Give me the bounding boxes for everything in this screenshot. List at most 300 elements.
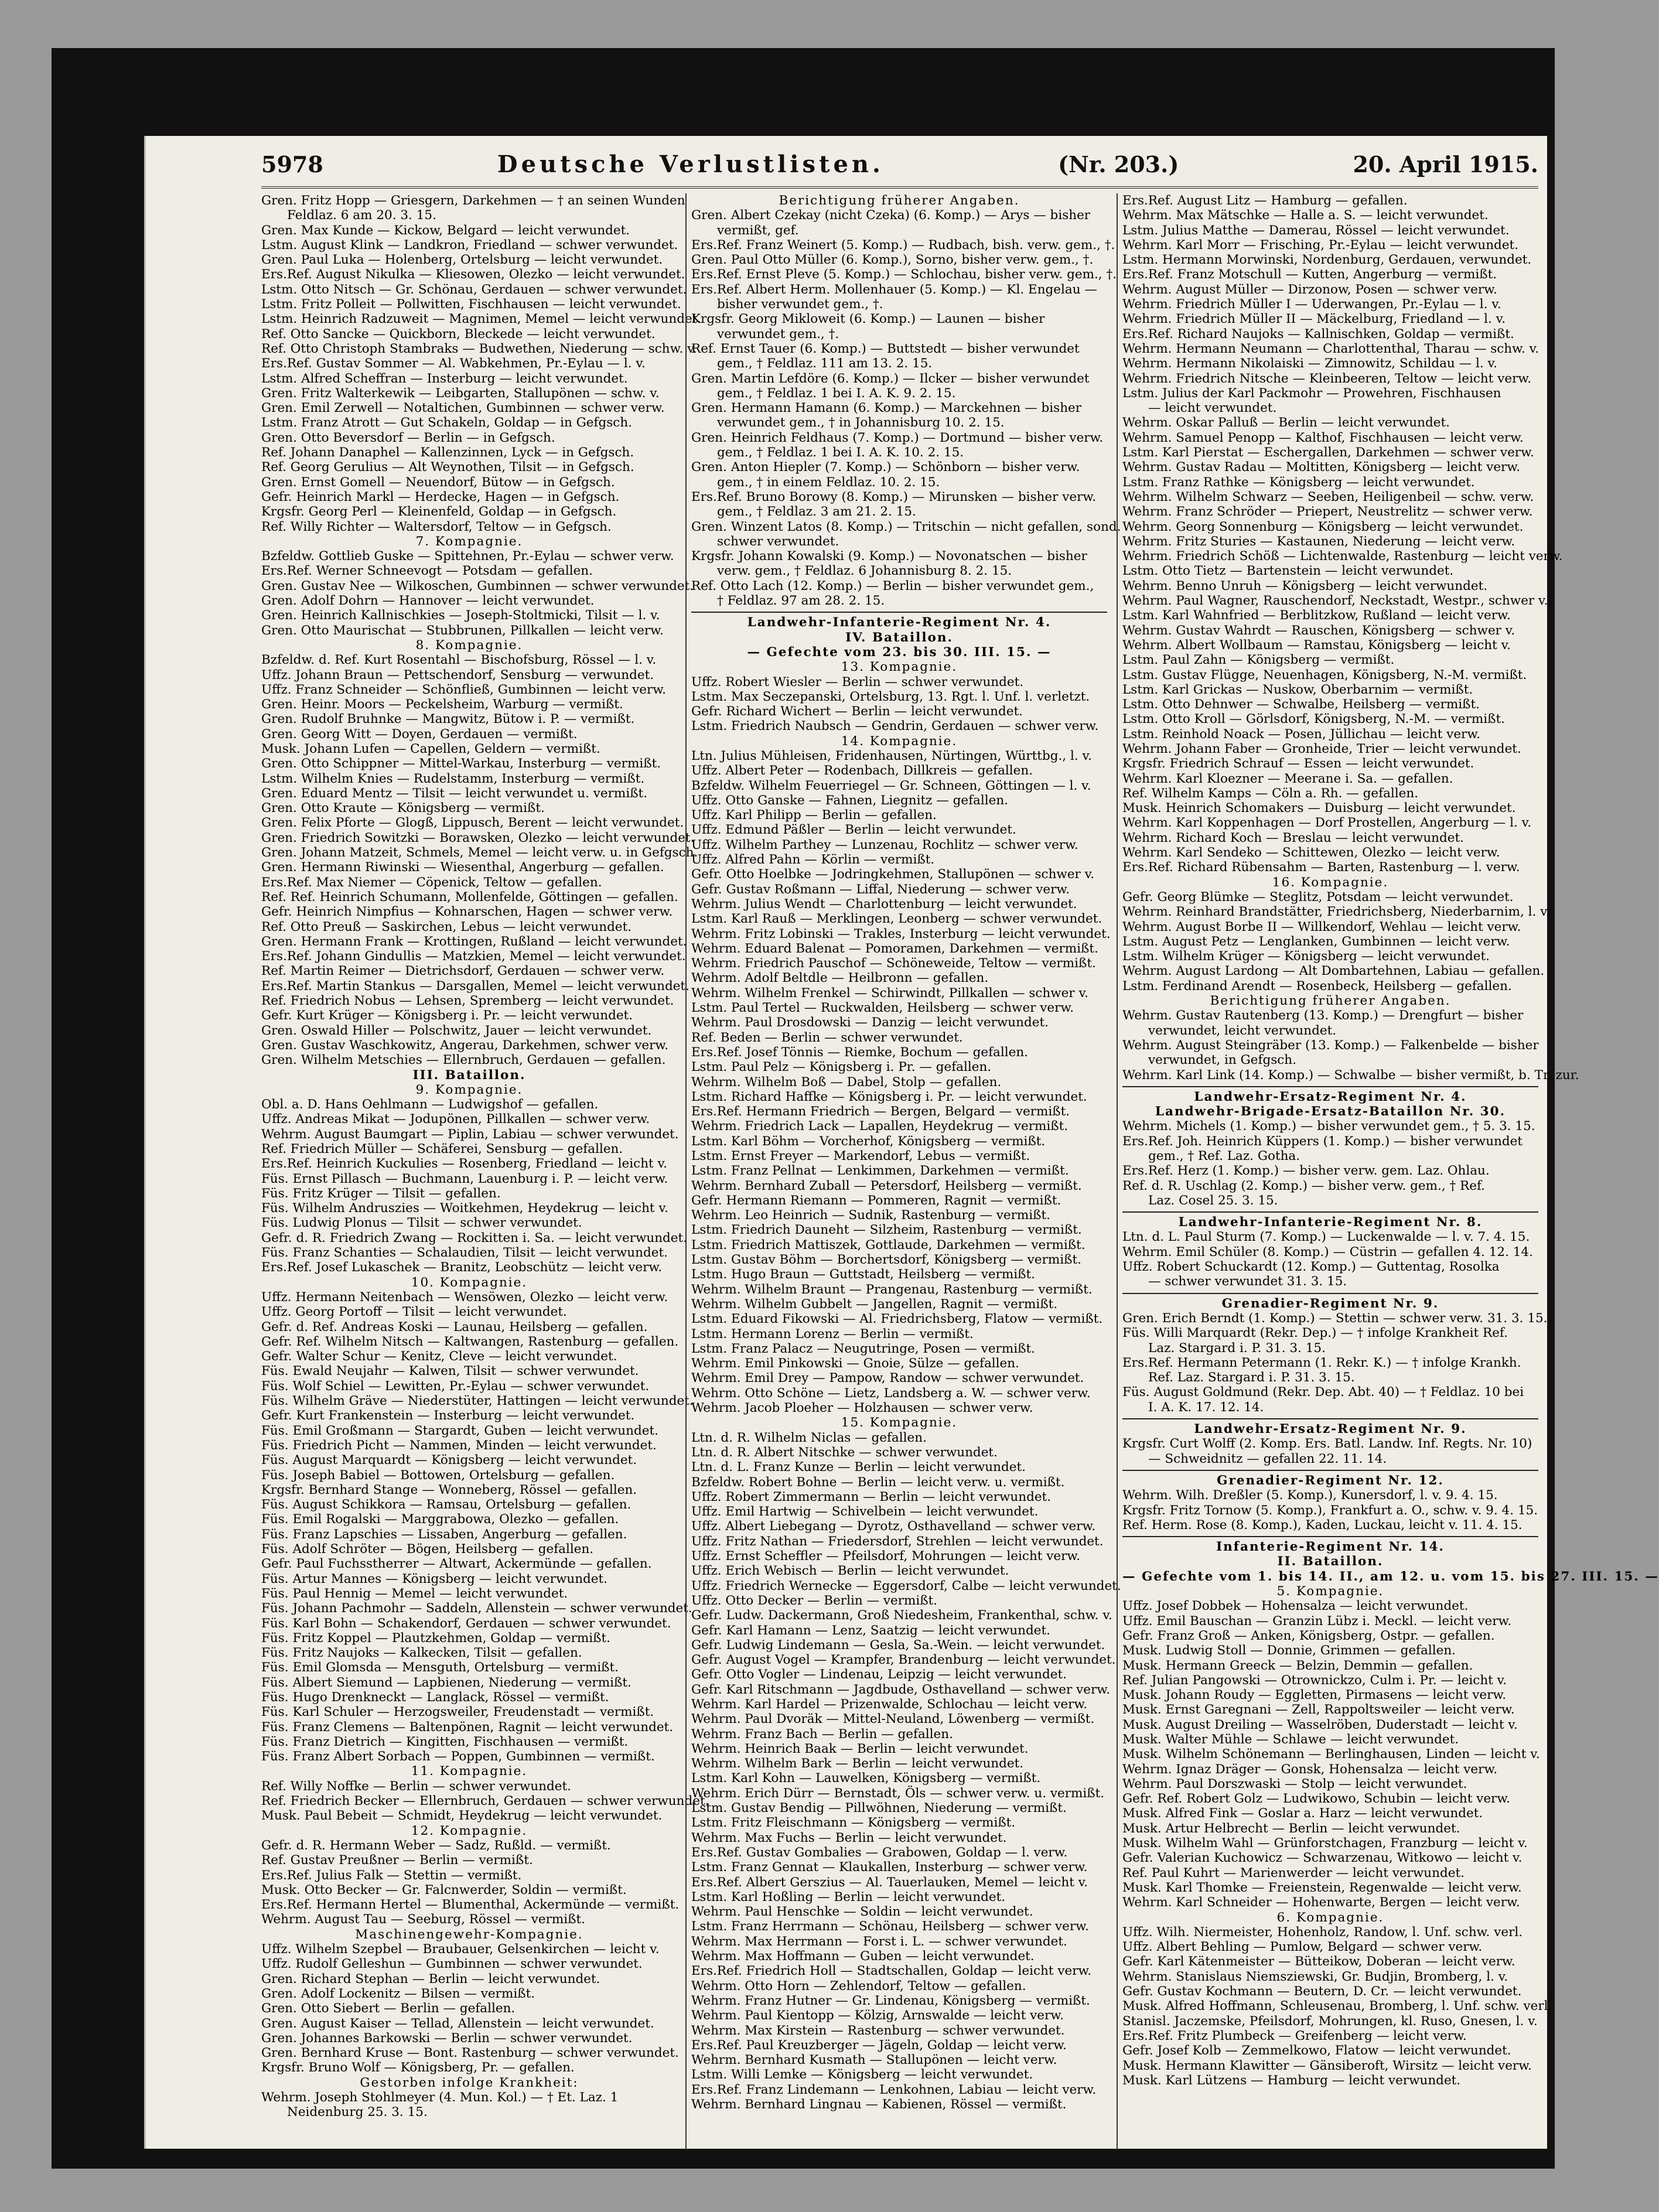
casualty-entry: Wehrm. Gustav Rautenberg (13. Komp.) — Drengfurt — bisher: [1122, 1008, 1524, 1023]
casualty-entry: Füs. Paul Hennig — Memel — leicht verwundet.: [261, 1586, 568, 1601]
casualty-entry: Musk. Hermann Greeck — Belzin, Demmin — gefallen.: [1122, 1658, 1473, 1673]
casualty-entry: Krgsfr. Friedrich Schrauf — Essen — leicht verwundet.: [1122, 756, 1474, 772]
casualty-entry: Wehrm. Wilhelm Bark — Berlin — leicht verwundet.: [691, 1756, 1024, 1771]
casualty-entry: Gefr. Ludwig Lindemann — Gesla, Sa.-Wein. — leicht verwundet.: [691, 1637, 1105, 1653]
casualty-entry: Gren. Adolf Dohrn — Hannover — leicht verwundet.: [261, 593, 595, 609]
casualty-entry: Füs. Emil Glomsda — Mensguth, Ortelsburg — vermißt.: [261, 1660, 619, 1675]
regiment-heading: Landwehr-Ersatz-Regiment Nr. 9.: [1194, 1422, 1467, 1437]
casualty-entry: Ref. Willy Richter — Waltersdorf, Teltow — in Gefgsch.: [261, 519, 612, 534]
casualty-entry: Wehrm. Paul Henschke — Soldin — leicht verwundet.: [691, 1904, 1033, 1920]
casualty-entry: Füs. Ewald Neujahr — Kalwen, Tilsit — schwer verwundet.: [261, 1364, 639, 1379]
casualty-entry-continuation: gem., † Feldlaz. 3 am 21. 2. 15.: [717, 504, 916, 520]
regiment-heading: Infanterie-Regiment Nr. 14.: [1216, 1539, 1445, 1555]
casualty-entry: Wehrm. Paul Dvoräk — Mittel-Neuland, Löwenberg — vermißt.: [691, 1712, 1095, 1727]
casualty-entry: Lstm. Alfred Scheffran — Insterburg — leicht verwundet.: [261, 371, 628, 386]
casualty-entry: Wehrm. Karl Morr — Frisching, Pr.-Eylau — leicht verwundet.: [1122, 237, 1519, 252]
casualty-entry: Wehrm. Karl Schneider — Hohenwarte, Bergen — leicht verw.: [1122, 1895, 1520, 1910]
regiment-heading: III. Bataillon.: [412, 1067, 526, 1083]
casualty-entry: Ers.Ref. Josef Tönnis — Riemke, Bochum — gefallen.: [691, 1044, 1028, 1060]
regiment-heading: — Gefechte vom 23. bis 30. III. 15. —: [747, 644, 1052, 660]
casualty-entry: Gren. Felix Pforte — Glogß, Lippusch, Berent — leicht verwundet.: [261, 815, 684, 831]
casualty-entry: Lstm. Franz Pellnat — Lenkimmen, Darkehmen — vermißt.: [691, 1163, 1069, 1179]
page-number: 5978: [261, 151, 323, 177]
casualty-entry: Wehrm. Benno Unruh — Königsberg — leicht verwundet.: [1122, 578, 1488, 593]
casualty-entry: Wehrm. August Steingräber (13. Komp.) — Falkenbelde — bisher: [1122, 1037, 1539, 1053]
casualty-entry-continuation: Laz. Stargard i. P. 31. 3. 15.: [1148, 1340, 1326, 1356]
casualty-entry: Uffz. Robert Wiesler — Berlin — schwer verwundet.: [691, 674, 1024, 689]
casualty-entry: Krgsfr. Johann Kowalski (9. Komp.) — Novonatschen — bisher: [691, 549, 1087, 564]
casualty-entry: Füs. August Goldmund (Rekr. Dep. Abt. 40) — † Feldlaz. 10 bei: [1122, 1385, 1524, 1400]
casualty-entry: Lstm. Julius der Karl Packmohr — Prowehren, Fischhausen: [1122, 385, 1501, 401]
casualty-entry: Gren. Paul Otto Müller (6. Komp.), Sorno, bisher verw. gem., †.: [691, 252, 1094, 268]
casualty-entry: Füs. Fritz Naujoks — Kalkecken, Tilsit — gefallen.: [261, 1646, 582, 1661]
casualty-entry: Ers.Ref. Hermann Hertel — Blumenthal, Ackermünde — vermißt.: [261, 1897, 680, 1913]
casualty-entry: Uffz. Albert Liebegang — Dyrotz, Osthavelland — schwer verw.: [691, 1519, 1096, 1534]
casualty-entry: Krgsfr. Fritz Tornow (5. Komp.), Frankfurt a. O., schw. v. 9. 4. 15.: [1122, 1503, 1538, 1518]
casualty-entry: Wehrm. Emil Drey — Pampow, Randow — schwer verwundet.: [691, 1371, 1084, 1386]
casualty-entry: Füs. Hugo Drenkneckt — Langlack, Rössel — vermißt.: [261, 1689, 609, 1705]
casualty-entry: Uffz. Wilhelm Parthey — Lunzenau, Rochlitz — schwer verw.: [691, 837, 1078, 852]
casualty-entry: Wehrm. Johann Faber — Gronheide, Trier — leicht verwundet.: [1122, 741, 1521, 756]
casualty-entry: Wehrm. Samuel Penopp — Kalthof, Fischhausen — leicht verw.: [1122, 430, 1524, 445]
company-heading: Berichtigung früherer Angaben.: [1210, 994, 1451, 1009]
casualty-entry: Füs. Willi Marquardt (Rekr. Dep.) — † infolge Krankheit Ref.: [1122, 1326, 1508, 1341]
casualty-entry: Ltn. d. R. Albert Nitschke — schwer verwundet.: [691, 1445, 998, 1460]
casualty-entry-continuation: schwer verwundet.: [717, 534, 839, 549]
casualty-entry-continuation: verwundet, leicht verwundet.: [1148, 1023, 1337, 1038]
casualty-entry: Ltn. d. L. Franz Kunze — Berlin — leicht verwundet.: [691, 1460, 1026, 1475]
casualty-entry: Wehrm. Wilhelm Gubbelt — Jangellen, Ragnit — vermißt.: [691, 1296, 1058, 1312]
company-heading: 12. Kompagnie.: [411, 1823, 528, 1838]
casualty-entry: Füs. Fritz Krüger — Tilsit — gefallen.: [261, 1186, 501, 1201]
casualty-entry: Wehrm. Franz Schröder — Priepert, Neustrelitz — schwer verw.: [1122, 504, 1533, 520]
casualty-entry: Gefr. Heinrich Markl — Herdecke, Hagen — in Gefgsch.: [261, 489, 620, 504]
casualty-entry: Wehrm. Max Hoffmann — Guben — leicht verwundet.: [691, 1949, 1035, 1964]
casualty-entry: Gren. Winzent Latos (8. Komp.) — Tritschin — nicht gefallen, sond.: [691, 519, 1121, 534]
casualty-entry: Musk. Wilhelm Wahl — Grünforstchagen, Franzburg — leicht v.: [1122, 1836, 1528, 1851]
casualty-entry: Füs. Franz Schanties — Schalaudien, Tilsit — leicht verwundet.: [261, 1245, 668, 1261]
casualty-entry: Lstm. Hermann Morwinski, Nordenburg, Gerdauen, verwundet.: [1122, 252, 1532, 268]
casualty-entry: Gren. Johann Matzeit, Schmels, Memel — leicht verw. u. in Gefgsch.: [261, 845, 698, 861]
casualty-entry: Ref. Friedrich Müller — Schäferei, Sensburg — gefallen.: [261, 1142, 623, 1156]
casualty-entry: Lstm. Reinhold Noack — Posen, Jüllichau — leicht verw.: [1122, 726, 1481, 742]
casualty-entry: Füs. Ludwig Plonus — Tilsit — schwer verwundet.: [261, 1216, 582, 1231]
company-heading: 14. Kompagnie.: [841, 733, 958, 749]
casualty-entry: Wehrm. Oskar Palluß — Berlin — leicht verwundet.: [1122, 415, 1450, 431]
casualty-entry: Musk. August Dreiling — Wasselröben, Duderstadt — leicht v.: [1122, 1717, 1518, 1732]
casualty-entry: Gefr. Ludw. Dackermann, Groß Niedesheim, Frankenthal, schw. v.: [691, 1608, 1112, 1623]
casualty-entry: Lstm. Friedrich Dauneht — Silzheim, Rastenburg — vermißt.: [691, 1223, 1082, 1238]
casualty-entry: Lstm. Otto Tietz — Bartenstein — leicht verwundet.: [1122, 564, 1454, 579]
casualty-entry: Wehrm. Jacob Ploeher — Holzhausen — schwer verw.: [691, 1401, 1033, 1416]
casualty-entry: Gren. Otto Siebert — Berlin — gefallen.: [261, 2001, 516, 2016]
casualty-entry: Gren. Otto Kraute — Königsberg — vermißt.: [261, 801, 545, 816]
casualty-entry: Lstm. Karl Böhm — Vorcherhof, Königsberg — vermißt.: [691, 1134, 1046, 1149]
column-rule: [1117, 193, 1118, 2150]
casualty-entry: Gren. Hermann Riwinski — Wiesenthal, Angerburg — gefallen.: [261, 860, 664, 875]
casualty-entry: Ers.Ref. Albert Gerszius — Al. Tauerlauken, Memel — leicht v.: [691, 1875, 1088, 1890]
casualty-entry: Gren. Heinrich Kallnischkies — Joseph-Stoltmicki, Tilsit — l. v.: [261, 608, 660, 623]
casualty-entry: Lstm. Wilhelm Knies — Rudelstamm, Insterburg — vermißt.: [261, 771, 645, 786]
casualty-entry-continuation: gem., † Ref. Laz. Gotha.: [1148, 1149, 1300, 1163]
casualty-entry: Bzfeldw. Gottlieb Guske — Spittehnen, Pr.-Eylau — schwer verw.: [261, 549, 674, 564]
casualty-entry: Lstm. Ferdinand Arendt — Rosenbeck, Heilsberg — gefallen.: [1122, 978, 1512, 994]
casualty-entry: Lstm. August Klink — Landkron, Friedland — schwer verwundet.: [261, 237, 678, 252]
regiment-heading: Grenadier-Regiment Nr. 9.: [1221, 1296, 1439, 1311]
casualty-entry: Ref. Friedrich Nobus — Lehsen, Spremberg — leicht verwundet.: [261, 994, 674, 1009]
casualty-entry: Musk. Alfred Fink — Goslar a. Harz — leicht verwundet.: [1122, 1806, 1483, 1821]
casualty-entry: Musk. Walter Mühle — Schlawe — leicht verwundet.: [1122, 1732, 1459, 1747]
casualty-entry: Gren. Ernst Gomell — Neuendorf, Bütow — in Gefgsch.: [261, 475, 615, 490]
casualty-entry: Musk. Johann Roudy — Eggletten, Pirmasens — leicht verw.: [1122, 1688, 1507, 1703]
casualty-entry: Uffz. Hermann Neitenbach — Wensöwen, Olezko — leicht verw.: [261, 1289, 668, 1305]
casualty-entry: Bzfeldw. d. Ref. Kurt Rosentahl — Bischofsburg, Rössel — l. v.: [261, 653, 657, 668]
casualty-entry: Uffz. Georg Portoff — Tilsit — leicht verwundet.: [261, 1305, 567, 1320]
casualty-entry: Gren. Albert Czekay (nicht Czeka) (6. Komp.) — Arys — bisher: [691, 208, 1091, 223]
casualty-entry: Uffz. Alfred Pahn — Körlin — vermißt.: [691, 852, 935, 868]
casualty-entry: Wehrm. Karl Koppenhagen — Dorf Prostellen, Angerburg — l. v.: [1122, 815, 1532, 831]
casualty-entry: Lstm. Hugo Braun — Guttstadt, Heilsberg — vermißt.: [691, 1267, 1035, 1282]
casualty-entry: Uffz. Edmund Päßler — Berlin — leicht verwundet.: [691, 822, 1016, 838]
casualty-entry: Lstm. Otto Nitsch — Gr. Schönau, Gerdauen — schwer verwundet.: [261, 282, 687, 297]
casualty-entry: Wehrm. Friedrich Müller II — Mäckelburg, Friedland — l. v.: [1122, 312, 1506, 327]
casualty-entry: Wehrm. Otto Horn — Zehlendorf, Teltow — gefallen.: [691, 1978, 1026, 1993]
section-divider: [1122, 1211, 1538, 1213]
casualty-entry: Ers.Ref. Richard Rübensahm — Barten, Rastenburg — l. verw.: [1122, 860, 1520, 875]
casualty-entry: Ers.Ref. Josef Lukaschek — Branitz, Leobschütz — leicht verw.: [261, 1260, 663, 1275]
casualty-entry: Uffz. Andreas Mikat — Jodupönen, Pillkallen — schwer verw.: [261, 1112, 650, 1127]
casualty-entry-continuation: Feldlaz. 6 am 20. 3. 15.: [287, 208, 436, 223]
casualty-entry: Uffz. Johann Braun — Pettschendorf, Sensburg — verwundet.: [261, 667, 654, 682]
casualty-entry-continuation: gem., † Feldlaz. 111 am 13. 2. 15.: [717, 356, 933, 371]
casualty-entry-continuation: gem., † in einem Feldlaz. 10. 2. 15.: [717, 475, 940, 490]
casualty-entry: Ers.Ref. Gustav Gombalies — Grabowen, Goldap — l. verw.: [691, 1845, 1068, 1860]
casualty-entry: Gren. Max Kunde — Kickow, Belgard — leicht verwundet.: [261, 223, 630, 238]
casualty-entry: Füs. Adolf Schröter — Bögen, Heilsberg — gefallen.: [261, 1542, 594, 1557]
casualty-entry: Gren. Hermann Hamann (6. Komp.) — Marckehnen — bisher: [691, 401, 1082, 416]
casualty-entry: Gren. Heinr. Moors — Peckelsheim, Warburg — vermißt.: [261, 697, 623, 712]
company-heading: 8. Kompagnie.: [415, 637, 523, 653]
publication-title: Deutsche Verlustlisten.: [497, 150, 884, 178]
casualty-entry: Ers.Ref. Werner Schneevogt — Potsdam — gefallen.: [261, 564, 593, 579]
company-heading: Gestorben infolge Krankheit:: [360, 2075, 579, 2090]
casualty-entry: Lstm. Friedrich Naubsch — Gendrin, Gerdauen — schwer verw.: [691, 719, 1099, 734]
casualty-entry-continuation: verwundet, in Gefgsch.: [1148, 1053, 1296, 1068]
casualty-entry: Füs. Fritz Koppel — Plautzkehmen, Goldap — vermißt.: [261, 1630, 611, 1646]
casualty-entry: Wehrm. Friedrich Schöß — Lichtenwalde, Rastenburg — leicht verw.: [1122, 549, 1563, 564]
company-heading: 10. Kompagnie.: [411, 1275, 528, 1290]
casualty-entry: Ers.Ref. Julius Falk — Stettin — vermißt.: [261, 1868, 522, 1883]
casualty-entry: Musk. Karl Lützens — Hamburg — leicht verwundet.: [1122, 2073, 1461, 2088]
casualty-entry: Uffz. Erich Webisch — Berlin — leicht verwundet.: [691, 1564, 1009, 1579]
casualty-entry: Wehrm. Fritz Sturies — Kastaunen, Niederung — leicht verw.: [1122, 534, 1515, 549]
casualty-entry: Wehrm. Otto Schöne — Lietz, Landsberg a. W. — schwer verw.: [691, 1385, 1091, 1401]
casualty-entry: Gefr. Hermann Riemann — Pommeren, Ragnit — vermißt.: [691, 1193, 1061, 1208]
casualty-entry: Wehrm. Ignaz Dräger — Gonsk, Hohensalza — leicht verw.: [1122, 1762, 1498, 1777]
casualty-entry: Füs. Artur Mannes — Königsberg — leicht verwundet.: [261, 1571, 608, 1586]
casualty-entry: Ref. Friedrich Becker — Ellernbruch, Gerdauen — schwer verwundet.: [261, 1794, 709, 1809]
company-heading: 7. Kompagnie.: [415, 534, 523, 549]
casualty-entry: Lstm. Fritz Fleischmann — Königsberg — vermißt.: [691, 1815, 1016, 1831]
section-divider: [1122, 1536, 1538, 1537]
casualty-entry: Wehrm. Franz Hutner — Gr. Lindenau, Königsberg — vermißt.: [691, 1993, 1090, 2008]
casualty-entry: Gefr. Otto Vogler — Lindenau, Leipzig — leicht verwundet.: [691, 1667, 1067, 1682]
casualty-entry: Lstm. Paul Tertel — Ruckwalden, Heilsberg — schwer verw.: [691, 1001, 1074, 1016]
casualty-entry: Uffz. Emil Bauschan — Granzin Lübz i. Meckl. — leicht verw.: [1122, 1613, 1512, 1629]
casualty-entry: Gefr. Karl Kätenmeister — Bütteikow, Doberan — leicht verw.: [1122, 1954, 1515, 1969]
text-column-3: [1122, 193, 1659, 2150]
casualty-entry: Gefr. Valerian Kuchowicz — Schwarzenau, Witkowo — leicht v.: [1122, 1851, 1523, 1866]
casualty-entry: Lstm. Paul Pelz — Königsberg i. Pr. — gefallen.: [691, 1060, 992, 1075]
casualty-entry: Lstm. Richard Haffke — Königsberg i. Pr. — leicht verwundet.: [691, 1089, 1087, 1104]
casualty-entry: Füs. Karl Bohn — Schakendorf, Gerdauen — schwer verwundet.: [261, 1616, 671, 1631]
casualty-entry: Wehrm. Stanislaus Niemsziewski, Gr. Budjin, Bromberg, l. v.: [1122, 1969, 1508, 1984]
casualty-entry-continuation: — schwer verwundet 31. 3. 15.: [1148, 1274, 1347, 1289]
casualty-entry: Wehrm. Leo Heinrich — Sudnik, Rastenburg — vermißt.: [691, 1208, 1051, 1223]
casualty-entry: Lstm. Willi Lemke — Königsberg — leicht verwundet.: [691, 2067, 1033, 2083]
casualty-entry: Ers.Ref. Fritz Plumbeck — Greifenberg — leicht verw.: [1122, 2028, 1467, 2043]
casualty-entry: Ref. Paul Kuhrt — Marienwerder — leicht verwundet.: [1122, 1865, 1465, 1880]
casualty-entry: Lstm. Franz Atrott — Gut Schakeln, Goldap — in Gefgsch.: [261, 415, 633, 431]
casualty-entry: Wehrm. Wilhelm Boß — Dabel, Stolp — gefallen.: [691, 1074, 1002, 1090]
casualty-entry: Wehrm. Friedrich Lack — Lapallen, Heydekrug — vermißt.: [691, 1119, 1069, 1134]
casualty-entry: Uffz. Wilh. Niermeister, Hohenholz, Randow, l. Unf. schw. verl.: [1122, 1924, 1523, 1940]
casualty-entry: Lstm. Heinrich Radzuweit — Magnimen, Memel — leicht verwundet.: [261, 312, 702, 327]
casualty-entry: Ers.Ref. Gustav Sommer — Al. Wabkehmen, Pr.-Eylau — l. v.: [261, 356, 646, 371]
casualty-entry: Wehrm. Karl Hardel — Prizenwalde, Schlochau — leicht verw.: [691, 1696, 1088, 1712]
casualty-entry: Krgsfr. Bruno Wolf — Königsberg, Pr. — gefallen.: [261, 2060, 575, 2076]
casualty-entry: Wehrm. Albert Wollbaum — Ramstau, Königsberg — leicht v.: [1122, 637, 1511, 653]
casualty-entry: Füs. Franz Clemens — Baltenpönen, Ragnit — leicht verwundet.: [261, 1719, 674, 1735]
company-heading: 16. Kompagnie.: [1272, 875, 1389, 890]
casualty-entry: Uffz. Fritz Nathan — Friedersdorf, Strehlen — leicht verwundet.: [691, 1534, 1104, 1549]
casualty-entry: Ers.Ref. Franz Lindemann — Lenkohnen, Labiau — leicht verw.: [691, 2082, 1097, 2097]
casualty-entry: Lstm. Hermann Lorenz — Berlin — vermißt.: [691, 1326, 974, 1341]
casualty-entry-continuation: Laz. Cosel 25. 3. 15.: [1148, 1193, 1278, 1208]
casualty-entry: Uffz. Otto Ganske — Fahnen, Liegnitz — gefallen.: [691, 793, 1008, 808]
casualty-entry: Wehrm. Richard Koch — Breslau — leicht verwundet.: [1122, 830, 1464, 845]
casualty-entry: Gefr. Heinrich Nimpfius — Kohnarschen, Hagen — schwer verw.: [261, 904, 673, 920]
casualty-entry: Uffz. Ernst Scheffler — Pfeilsdorf, Mohrungen — leicht verw.: [691, 1549, 1081, 1564]
casualty-entry-continuation: — Schweidnitz — gefallen 22. 11. 14.: [1148, 1451, 1387, 1466]
casualty-entry: Uffz. Albert Peter — Rodenbach, Dillkreis — gefallen.: [691, 763, 1033, 779]
casualty-entry: Lstm. Karl Pierstat — Eschergallen, Darkehmen — schwer verw.: [1122, 445, 1534, 460]
casualty-entry: Gefr. d. R. Hermann Weber — Sadz, Rußld. — vermißt.: [261, 1838, 611, 1853]
casualty-entry: Wehrm. Bernhard Zuball — Petersdorf, Heilsberg — vermißt.: [691, 1178, 1082, 1193]
casualty-entry: Wehrm. August Müller — Dirzonow, Posen — schwer verw.: [1122, 282, 1497, 297]
casualty-entry-continuation: gem., † Feldlaz. 1 bei I. A. K. 9. 2. 15.: [717, 385, 956, 401]
company-heading: 6. Kompagnie.: [1276, 1910, 1384, 1925]
regiment-heading: Landwehr-Brigade-Ersatz-Bataillon Nr. 30.: [1155, 1104, 1506, 1119]
casualty-entry: Wehrm. Max Herrmann — Forst i. L. — schwer verwundet.: [691, 1934, 1067, 1949]
casualty-entry: Wehrm. August Tau — Seeburg, Rössel — vermißt.: [261, 1912, 585, 1927]
casualty-entry: Füs. Emil Rogalski — Marggrabowa, Olezko — gefallen.: [261, 1512, 619, 1527]
casualty-entry: Bzfeldw. Robert Bohne — Berlin — leicht verw. u. vermißt.: [691, 1474, 1065, 1490]
casualty-entry: Lstm. Karl Hoßling — Berlin — leicht verwundet.: [691, 1889, 1006, 1904]
casualty-entry: Ers.Ref. Paul Kreuzberger — Jägeln, Goldap — leicht verw.: [691, 2037, 1067, 2053]
casualty-entry: Lstm. Gustav Flügge, Neuenhagen, Königsberg, N.-M. vermißt.: [1122, 667, 1527, 682]
casualty-entry: Wehrm. Gustav Radau — Moltitten, Königsberg — leicht verw.: [1122, 460, 1521, 475]
casualty-entry: Lstm. Karl Kohn — Lauwelken, Königsberg — vermißt.: [691, 1771, 1041, 1786]
casualty-entry: Lstm. Karl Grickas — Nuskow, Oberbarnim — vermißt.: [1122, 682, 1473, 697]
company-heading: 11. Kompagnie.: [411, 1764, 528, 1779]
casualty-entry: Wehrm. Friedrich Müller I — Uderwangen, Pr.-Eylau — l. v.: [1122, 297, 1501, 312]
casualty-entry: Ltn. d. L. Paul Sturm (7. Komp.) — Luckenwalde — l. v. 7. 4. 15.: [1122, 1230, 1530, 1245]
casualty-entry-continuation: gem., † Feldlaz. 1 bei I. A. K. 10. 2. 15.: [717, 445, 964, 460]
casualty-entry: Gren. Anton Hiepler (7. Komp.) — Schönborn — bisher verw.: [691, 460, 1080, 475]
casualty-entry-continuation: verwundet gem., †.: [717, 326, 839, 342]
casualty-entry: Gren. Richard Stephan — Berlin — leicht verwundet.: [261, 1971, 600, 1986]
casualty-entry: Füs. Ernst Pillasch — Buchmann, Lauenburg i. P. — leicht verw.: [261, 1171, 668, 1186]
casualty-entry: Ers.Ref. Martin Stankus — Darsgallen, Memel — leicht verwundet.: [261, 978, 689, 994]
casualty-entry: Gren. Georg Witt — Doyen, Gerdauen — vermißt.: [261, 726, 578, 742]
regiment-heading: — Gefechte vom 1. bis 14. II., am 12. u. vom 15. bis 27. III. 15. —: [1122, 1569, 1659, 1584]
company-heading: 13. Kompagnie.: [841, 660, 958, 675]
casualty-entry: Musk. Johann Lufen — Capellen, Geldern — vermißt.: [261, 741, 600, 756]
casualty-entry: Gren. Paul Luka — Holenberg, Ortelsburg — leicht verwundet.: [261, 252, 663, 268]
section-divider: [691, 612, 1107, 613]
casualty-entry: Gefr. d. R. Friedrich Zwang — Rockitten i. Sa. — leicht verwundet.: [261, 1230, 688, 1245]
company-heading: 9. Kompagnie.: [415, 1082, 523, 1097]
casualty-entry: Wehrm. Wilhelm Frenkel — Schirwindt, Pillkallen — schwer v.: [691, 985, 1088, 1001]
casualty-entry: Gren. Gustav Waschkowitz, Angerau, Darkehmen, schwer verw.: [261, 1037, 669, 1053]
section-divider: [1122, 1293, 1538, 1294]
casualty-entry: Wehrm. Fritz Lobinski — Trakles, Insterburg — leicht verwundet.: [691, 926, 1111, 941]
text-column-1: [261, 193, 709, 2150]
casualty-entry: Gren. Oswald Hiller — Polschwitz, Jauer — leicht verwundet.: [261, 1023, 652, 1038]
casualty-entry: Wehrm. Erich Dürr — Bernstadt, Öls — schwer verw. u. vermißt.: [691, 1786, 1105, 1801]
casualty-entry: Musk. Paul Bebeit — Schmidt, Heydekrug — leicht verwundet.: [261, 1808, 663, 1824]
casualty-entry: Lstm. Wilhelm Krüger — Königsberg — leicht verwundet.: [1122, 949, 1490, 964]
casualty-entry: Lstm. Franz Rathke — Königsberg — leicht verwundet.: [1122, 475, 1475, 490]
casualty-entry: Gefr. Ref. Robert Golz — Ludwikowo, Schubin — leicht verw.: [1122, 1791, 1511, 1807]
casualty-entry: Wehrm. Paul Drosdowski — Danzig — leicht verwundet.: [691, 1015, 1049, 1030]
casualty-entry: Gren. Otto Beversdorf — Berlin — in Gefgsch.: [261, 430, 555, 445]
casualty-entry: Ref. Willy Noffke — Berlin — schwer verwundet.: [261, 1779, 571, 1794]
casualty-entry: Lstm. Eduard Fikowski — Al. Friedrichsberg, Flatow — vermißt.: [691, 1312, 1103, 1327]
casualty-entry: Lstm. Gustav Bendig — Pillwöhnen, Niederung — vermißt.: [691, 1801, 1067, 1816]
casualty-entry: Uffz. Karl Philipp — Berlin — gefallen.: [691, 808, 937, 823]
casualty-entry: Füs. Joseph Babiel — Bottowen, Ortelsburg — gefallen.: [261, 1467, 615, 1483]
casualty-entry: Uffz. Emil Hartwig — Schivelbein — leicht verwundet.: [691, 1504, 1039, 1520]
casualty-entry: Gren. August Kaiser — Tellad, Allenstein — leicht verwundet.: [261, 2016, 654, 2031]
casualty-entry: Wehrm. Reinhard Brandstätter, Friedrichsberg, Niederbarnim, l. v.: [1122, 904, 1550, 920]
casualty-entry: Wehrm. Karl Kloezner — Meerane i. Sa. — gefallen.: [1122, 771, 1453, 786]
text-column-2: [691, 193, 1121, 2150]
casualty-entry: Lstm. Franz Palacz — Neugutringe, Posen — vermißt.: [691, 1341, 1035, 1356]
casualty-entry: Füs. Karl Schuler — Herzogsweiler, Freudenstadt — vermißt.: [261, 1705, 654, 1720]
header-rule: [261, 186, 1538, 189]
casualty-entry: Füs. Albert Siemund — Lapbienen, Niederung — vermißt.: [261, 1675, 631, 1690]
casualty-entry: Ref. Martin Reimer — Dietrichsdorf, Gerdauen — schwer verw.: [261, 964, 665, 979]
casualty-entry: Wehrm. Michels (1. Komp.) — bisher verwundet gem., † 5. 3. 15.: [1122, 1119, 1535, 1134]
casualty-entry-continuation: verw. gem., † Feldlaz. 6 Johannisburg 8. 2. 15.: [717, 564, 1012, 579]
casualty-entry: Ers.Ref. Heinrich Kuckulies — Rosenberg, Friedland — leicht v.: [261, 1156, 667, 1172]
casualty-entry: Gren. Bernhard Kruse — Bont. Rastenburg — schwer verwundet.: [261, 2046, 679, 2061]
casualty-entry: Uffz. Wilhelm Szepbel — Braubauer, Gelsenkirchen — leicht v.: [261, 1942, 660, 1957]
casualty-entry: Uffz. Franz Schneider — Schönfließ, Gumbinnen — leicht verw.: [261, 682, 666, 697]
casualty-entry: Füs. Wilhelm Gräve — Niederstüter, Hattingen — leicht verwundet.: [261, 1394, 694, 1409]
casualty-entry: Musk. Wilhelm Schönemann — Berlinghausen, Linden — leicht v.: [1122, 1747, 1540, 1762]
casualty-entry: Gren. Heinrich Feldhaus (7. Komp.) — Dortmund — bisher verw.: [691, 430, 1104, 445]
casualty-entry: Wehrm. Bernhard Lingnau — Kabienen, Rössel — vermißt.: [691, 2097, 1067, 2112]
casualty-entry: Ers.Ref. Franz Weinert (5. Komp.) — Rudbach, bish. verw. gem., †.: [691, 237, 1115, 252]
casualty-entry: Füs. Wolf Schiel — Lewitten, Pr.-Eylau — schwer verwundet.: [261, 1378, 650, 1394]
regiment-heading: IV. Bataillon.: [845, 630, 953, 645]
casualty-entry: Füs. Wilhelm Andruszies — Woitkehmen, Heydekrug — leicht v.: [261, 1201, 668, 1216]
casualty-entry: Musk. Ernst Garegnani — Zell, Rappoltsweiler — leicht verw.: [1122, 1702, 1515, 1718]
casualty-entry: Ref. Julian Pangowski — Otrownickzo, Culm i. Pr. — leicht v.: [1122, 1672, 1507, 1688]
casualty-entry: Lstm. Otto Dehnwer — Schwalbe, Heilsberg — vermißt.: [1122, 697, 1480, 712]
section-divider: [1122, 1086, 1538, 1087]
casualty-entry: Lstm. Fritz Polleit — Pollwitten, Fischhausen — leicht verwundet.: [261, 297, 681, 312]
casualty-entry: Lstm. Gustav Böhm — Borchertsdorf, Königsberg — vermißt.: [691, 1252, 1081, 1268]
casualty-entry: Füs. Johann Pachmohr — Saddeln, Allenstein — schwer verwundet.: [261, 1601, 692, 1616]
casualty-entry: Gefr. Franz Groß — Anken, Königsberg, Ostpr. — gefallen.: [1122, 1628, 1495, 1643]
casualty-entry: Uffz. Josef Dobbek — Hohensalza — leicht verwundet.: [1122, 1599, 1469, 1614]
casualty-entry: Gefr. Walter Schur — Kenitz, Cleve — leicht verwundet.: [261, 1349, 617, 1364]
casualty-entry: Lstm. Karl Wahnfried — Berblitzkow, Rußland — leicht verw.: [1122, 608, 1511, 623]
casualty-entry: Ers.Ref. August Nikulka — Kliesowen, Olezko — leicht verwundet.: [261, 267, 685, 282]
casualty-entry: Gefr. Richard Wichert — Berlin — leicht verwundet.: [691, 704, 1023, 719]
casualty-entry-continuation: Neidenburg 25. 3. 15.: [287, 2105, 428, 2120]
casualty-entry: Füs. Friedrich Picht — Nammen, Minden — leicht verwundet.: [261, 1438, 657, 1453]
casualty-entry-continuation: † Feldlaz. 97 am 28. 2. 15.: [717, 593, 885, 609]
casualty-entry: Füs. Franz Lapschies — Lissaben, Angerburg — gefallen.: [261, 1527, 627, 1542]
casualty-entry: Ers.Ref. Bruno Borowy (8. Komp.) — Mirunsken — bisher verw.: [691, 489, 1097, 504]
casualty-entry: Ers.Ref. Albert Herm. Mollenhauer (5. Komp.) — Kl. Engelau —: [691, 282, 1097, 297]
casualty-entry-continuation: verwundet gem., † in Johannisburg 10. 2. 15.: [717, 415, 1005, 431]
casualty-entry: Uffz. Friedrich Wernecke — Eggersdorf, Calbe — leicht verwundet.: [691, 1578, 1121, 1593]
casualty-entry: Ref. Herm. Rose (8. Komp.), Kaden, Luckau, leicht v. 11. 4. 15.: [1122, 1517, 1523, 1532]
casualty-entry: Ers.Ref. August Litz — Hamburg — gefallen.: [1122, 193, 1408, 208]
casualty-entry-continuation: — leicht verwundet.: [1148, 401, 1277, 416]
casualty-entry: Musk. Otto Becker — Gr. Falcnwerder, Soldin — vermißt.: [261, 1882, 627, 1897]
casualty-entry: Füs. Emil Großmann — Stargardt, Guben — leicht verwundet.: [261, 1423, 658, 1438]
casualty-entry: Musk. Ludwig Stoll — Donnie, Grimmen — gefallen.: [1122, 1643, 1456, 1658]
casualty-entry: Obl. a. D. Hans Oehlmann — Ludwigshof — gefallen.: [261, 1097, 599, 1112]
casualty-entry: Ers.Ref. Franz Motschull — Kutten, Angerburg — vermißt.: [1122, 267, 1497, 282]
casualty-entry-continuation: bisher verwundet gem., †.: [717, 297, 883, 312]
casualty-entry: Ers.Ref. Herz (1. Komp.) — bisher verw. gem. Laz. Ohlau.: [1122, 1163, 1490, 1179]
casualty-entry: Gefr. Josef Kolb — Zemmelkowo, Flatow — leicht verwundet.: [1122, 2043, 1511, 2059]
casualty-entry: Füs. Franz Albert Sorbach — Poppen, Gumbinnen — vermißt.: [261, 1749, 655, 1764]
casualty-entry: Ers.Ref. Max Niemer — Cöpenick, Teltow — gefallen.: [261, 875, 602, 890]
casualty-entry: Wehrm. Wilh. Dreßler (5. Komp.), Kunersdorf, l. v. 9. 4. 15.: [1122, 1488, 1498, 1503]
casualty-entry-continuation: Ref. Laz. Stargard i. P. 31. 3. 15.: [1148, 1370, 1355, 1385]
company-heading: Maschinengewehr-Kompagnie.: [355, 1927, 583, 1942]
casualty-entry: Gren. Adolf Lockenitz — Bilsen — vermißt.: [261, 1986, 535, 2001]
casualty-entry: Musk. Artur Helbrecht — Berlin — leicht verwundet.: [1122, 1821, 1460, 1836]
casualty-entry: Wehrm. Gustav Wahrdt — Rauschen, Königsberg — schwer v.: [1122, 623, 1515, 638]
casualty-entry: Ref. Beden — Berlin — schwer verwundet.: [691, 1030, 963, 1045]
casualty-entry: Wehrm. Max Mätschke — Halle a. S. — leicht verwundet.: [1122, 208, 1489, 223]
casualty-entry: Wehrm. August Baumgart — Piplin, Labiau — schwer verwundet.: [261, 1127, 679, 1142]
casualty-entry: Lstm. Franz Herrmann — Schönau, Heilsberg — schwer verw.: [691, 1919, 1089, 1934]
casualty-entry: Krgsfr. Georg Perl — Kleinenfeld, Goldap — in Gefgsch.: [261, 504, 617, 520]
casualty-entry: Wehrm. Bernhard Kusmath — Stallupönen — leicht verw.: [691, 2053, 1057, 2068]
casualty-entry: Wehrm. Heinrich Baak — Berlin — leicht verwundet.: [691, 1741, 1029, 1756]
section-divider: [1122, 1418, 1538, 1419]
casualty-entry: Gefr. Kurt Krüger — Königsberg i. Pr. — leicht verwundet.: [261, 1008, 633, 1023]
casualty-entry: Ref. Ernst Tauer (6. Komp.) — Buttstedt — bisher verwundet: [691, 341, 1080, 356]
casualty-entry: Musk. Karl Thomke — Freienstein, Regenwalde — leicht verw.: [1122, 1880, 1522, 1895]
casualty-entry: Ref. Johann Danaphel — Kallenzinnen, Lyck — in Gefgsch.: [261, 445, 634, 460]
casualty-entry: Uffz. Robert Schuckardt (12. Komp.) — Guttentag, Rosolka: [1122, 1259, 1500, 1275]
casualty-entry: Wehrm. Friedrich Nitsche — Kleinbeeren, Teltow — leicht verw.: [1122, 371, 1532, 386]
casualty-entry: Gren. Martin Lefdöre (6. Komp.) — Ilcker — bisher verwundet: [691, 371, 1090, 386]
casualty-entry: Musk. Hermann Klawitter — Gänsiberoft, Wirsitz — leicht verw.: [1122, 2058, 1532, 2073]
